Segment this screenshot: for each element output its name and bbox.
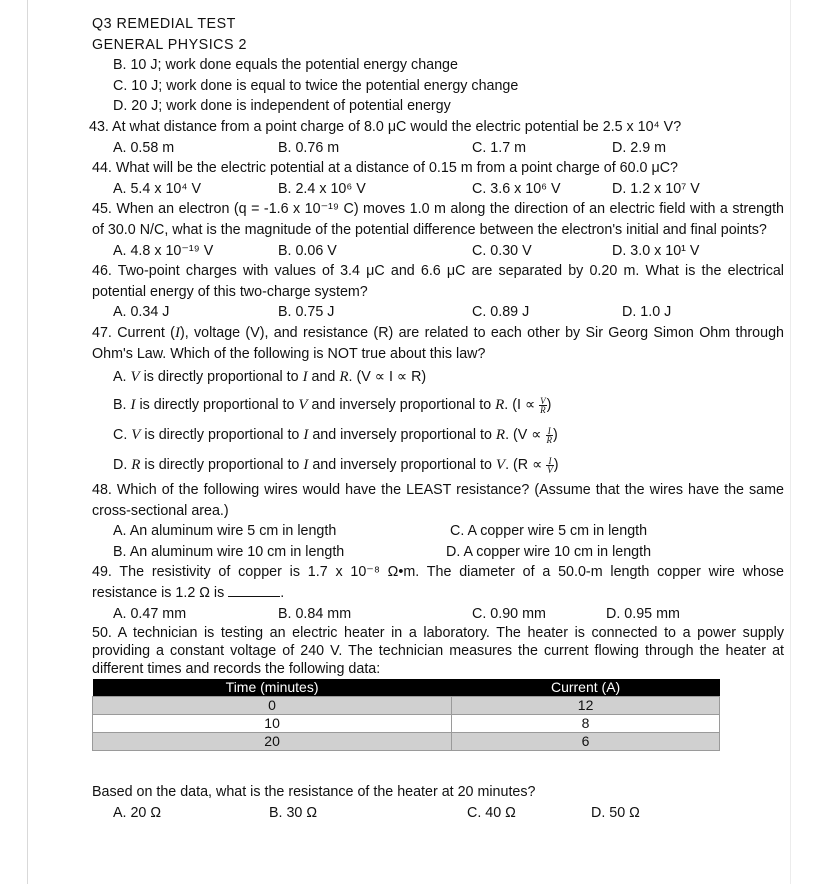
q48-option-b: B. An aluminum wire 10 cm in length (113, 543, 345, 560)
q48-option-a: A. An aluminum wire 5 cm in length (113, 523, 337, 540)
col-header-time: Time (minutes) (93, 679, 452, 697)
q43-option-c: C. 1.7 m (472, 139, 527, 156)
q50-followup: Based on the data, what is the resistance of the heater at 20 minutes? (92, 784, 536, 801)
cell-time: 0 (93, 697, 452, 715)
test-title: Q3 REMEDIAL TEST (92, 16, 236, 32)
q50-option-c: C. 40 Ω (467, 804, 516, 821)
question-50: 50. A technician is testing an electric heater in a laboratory. The heater is connected to a power supply providing a constant voltage of 240 V. The technician measures the current flowing through the heater at different times and records the following data: (92, 625, 784, 678)
question-43: 43. At what distance from a point charge of 8.0 μC would the electric potential be 2.5 x 10⁴ V? (89, 118, 682, 135)
q50-option-b: B. 30 Ω (269, 804, 318, 821)
q46-option-a: A. 0.34 J (113, 304, 170, 321)
table-header-row (93, 679, 720, 697)
cell-current: 6 (452, 733, 720, 751)
q44-option-b: B. 2.4 x 10⁶ V (278, 180, 366, 197)
q43-option-d: D. 2.9 m (612, 139, 667, 156)
subject-title: GENERAL PHYSICS 2 (92, 36, 247, 53)
q48-option-c: C. A copper wire 5 cm in length (450, 523, 648, 540)
q44-options (92, 179, 784, 200)
cell-time: 20 (93, 733, 452, 751)
question-46: 46. Two-point charges with values of 3.4 μC and 6.6 μC are separated by 0.20 m. What is the electrical potential energy of this two-charge system? (92, 263, 784, 300)
q43-options (92, 138, 784, 159)
page-edge-left (27, 0, 28, 884)
q50-options (92, 803, 784, 824)
question-49: 49. The resistivity of copper is 1.7 x 10⁻⁸ Ω•m. The diameter of a 50.0-m length copper wire whose resistance is 1.2 Ω is . (92, 564, 784, 602)
q47-option-d: D. R is directly proportional to I and inversely proportional to V. (R ∝ $\frac{I}{V}$ ) (113, 455, 559, 475)
cell-current: 12 (452, 697, 720, 715)
q46-option-c: C. 0.89 J (472, 304, 530, 321)
test-page (89, 14, 784, 823)
table-row (93, 733, 720, 751)
q45-option-b: B. 0.06 V (278, 242, 337, 259)
q47-option-b: B. I is directly proportional to V and inversely proportional to R. (I ∝ $\frac{V}{R}$ ) (113, 395, 552, 415)
q49-option-c: C. 0.90 mm (472, 605, 546, 622)
prev-option-c: C. 10 J; work done is equal to twice the potential energy change (113, 77, 519, 94)
q49-option-b: B. 0.84 mm (278, 605, 352, 622)
q47-option-a: A. V is directly proportional to I and R. (V ∝ I ∝ R) (113, 369, 427, 386)
q48-options-row2 (92, 542, 784, 563)
q46-options (92, 302, 784, 323)
q45-option-a: A. 4.8 x 10⁻¹⁹ V (113, 242, 214, 259)
q50-option-a: A. 20 Ω (113, 804, 162, 821)
col-header-current: Current (A) (452, 679, 720, 697)
prev-option-d: D. 20 J; work done is independent of potential energy (113, 98, 451, 115)
table-row (93, 697, 720, 715)
q47-option-c: C. V is directly proportional to I and inversely proportional to R. (V ∝ $\frac{I}{R}$ ) (113, 425, 558, 445)
q44-option-d: D. 1.2 x 10⁷ V (612, 180, 700, 197)
q45-option-d: D. 3.0 x 10¹ V (612, 242, 700, 259)
q49-option-d: D. 0.95 mm (606, 605, 680, 622)
current-data-table (92, 679, 720, 751)
q43-option-a: A. 0.58 m (113, 139, 175, 156)
prev-option-b: B. 10 J; work done equals the potential energy change (113, 57, 458, 74)
q46-option-b: B. 0.75 J (278, 304, 335, 321)
question-48: 48. Which of the following wires would have the LEAST resistance? (Assume that the wires have the same cross-sectional area.) (92, 482, 784, 519)
question-44: 44. What will be the electric potential at a distance of 0.15 m from a point charge of 60.0 μC? (92, 160, 678, 177)
q48-options-row1 (92, 521, 784, 542)
q45-options (92, 241, 784, 262)
fraction-i-over-r: $\frac{I}{R}$ (546, 425, 552, 445)
cell-time: 10 (93, 715, 452, 733)
page-edge-right (790, 0, 791, 884)
fraction-i-over-v: $\frac{I}{V}$ (547, 455, 553, 475)
q44-option-c: C. 3.6 x 10⁶ V (472, 180, 561, 197)
q46-option-d: D. 1.0 J (622, 304, 672, 321)
q45-option-c: C. 0.30 V (472, 242, 532, 259)
fraction-v-over-r: $\frac{V}{R}$ (540, 395, 546, 415)
q50-option-d: D. 50 Ω (591, 804, 640, 821)
q49-options (92, 604, 784, 625)
cell-current: 8 (452, 715, 720, 733)
q44-option-a: A. 5.4 x 10⁴ V (113, 180, 202, 197)
question-45: 45. When an electron (q = -1.6 x 10⁻¹⁹ C) moves 1.0 m along the direction of an electric field with a strength of 30.0 N/C, what is the magnitude of the potential difference between the electron's initial and final points? (92, 201, 784, 238)
q48-option-d: D. A copper wire 10 cm in length (446, 543, 652, 560)
q43-option-b: B. 0.76 m (278, 139, 340, 156)
q49-option-a: A. 0.47 mm (113, 605, 187, 622)
table-row (93, 715, 720, 733)
answer-blank (228, 584, 280, 597)
question-47: 47. Current (I), voltage (V), and resistance (R) are related to each other by Sir Georg Simon Ohm through Ohm's Law. Which of the following is NOT true about this law? (92, 324, 784, 362)
